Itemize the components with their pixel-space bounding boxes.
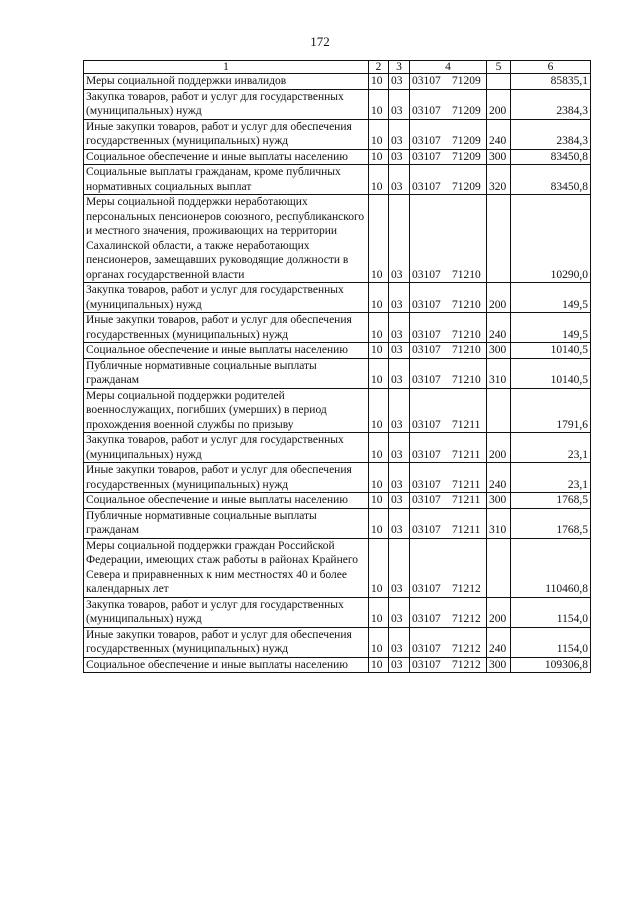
table-row xyxy=(84,463,591,493)
target-article-direction-code: 71209 xyxy=(452,135,481,147)
row-expense-type-cell: 300 xyxy=(487,657,511,673)
row-target-article-cell xyxy=(410,149,487,165)
row-amount-cell: 1154,0 xyxy=(511,627,591,657)
row-expense-type-cell xyxy=(487,538,511,597)
target-article-program-code: 03107 xyxy=(412,150,441,163)
table-row xyxy=(84,89,591,119)
row-name-cell: Публичные нормативные социальные выплаты гражданам xyxy=(84,508,369,538)
row-section-cell: 10 xyxy=(369,433,389,463)
table-row xyxy=(84,657,591,673)
row-name-cell: Меры социальной поддержки инвалидов xyxy=(84,74,369,90)
row-subsection-cell: 03 xyxy=(389,89,410,119)
row-section-cell: 10 xyxy=(369,89,389,119)
row-target-article-cell xyxy=(410,119,487,149)
row-subsection-cell: 03 xyxy=(389,119,410,149)
page-number: 172 xyxy=(310,34,330,49)
target-article-program-code: 03107 xyxy=(412,478,441,491)
row-name-cell: Публичные нормативные социальные выплаты гражданам xyxy=(84,358,369,388)
row-amount-cell: 83450,8 xyxy=(511,165,591,195)
row-amount-cell: 10140,5 xyxy=(511,343,591,359)
row-section-cell: 10 xyxy=(369,463,389,493)
row-expense-type-cell: 300 xyxy=(487,343,511,359)
target-article-program-code: 03107 xyxy=(412,344,441,356)
row-target-article-cell xyxy=(410,313,487,343)
column-header: 1 xyxy=(84,61,369,74)
row-subsection-cell: 03 xyxy=(389,433,410,463)
row-target-article-cell xyxy=(410,657,487,673)
row-subsection-cell: 03 xyxy=(389,538,410,597)
row-target-article-cell xyxy=(410,388,487,433)
row-section-cell: 10 xyxy=(369,538,389,597)
row-section-cell: 10 xyxy=(369,358,389,388)
table-row xyxy=(84,149,591,165)
row-subsection-cell: 03 xyxy=(389,358,410,388)
target-article-direction-code: 71210 xyxy=(452,344,481,356)
column-header: 5 xyxy=(487,61,511,74)
row-subsection-cell: 03 xyxy=(389,388,410,433)
row-section-cell: 10 xyxy=(369,74,389,90)
row-section-cell: 10 xyxy=(369,388,389,433)
row-expense-type-cell xyxy=(487,195,511,283)
target-article-program-code: 03107 xyxy=(412,268,441,281)
row-expense-type-cell: 310 xyxy=(487,358,511,388)
row-subsection-cell: 03 xyxy=(389,657,410,673)
row-target-article-cell xyxy=(410,358,487,388)
target-article-program-code: 03107 xyxy=(412,105,441,117)
row-section-cell: 10 xyxy=(369,119,389,149)
row-expense-type-cell: 240 xyxy=(487,627,511,657)
row-expense-type-cell: 200 xyxy=(487,89,511,119)
row-subsection-cell: 03 xyxy=(389,283,410,313)
table-row xyxy=(84,433,591,463)
row-name-cell: Закупка товаров, работ и услуг для государственных (муниципальных) нужд xyxy=(84,283,369,313)
row-subsection-cell: 03 xyxy=(389,508,410,538)
target-article-direction-code: 71212 xyxy=(452,583,481,595)
target-article-program-code: 03107 xyxy=(412,374,441,386)
table-row xyxy=(84,358,591,388)
row-name-cell: Иные закупки товаров, работ и услуг для обеспечения государственных (муниципальных) нужд xyxy=(84,313,369,343)
table-header-row xyxy=(84,61,591,74)
row-name-cell: Меры социальной поддержки граждан Российской Федерации, имеющих стаж работы в районах Крайнего Севера и приравненных к ним местностях 40 и более календарных лет xyxy=(84,538,369,597)
target-article-direction-code: 71209 xyxy=(452,150,481,163)
target-article-direction-code: 71211 xyxy=(452,418,481,431)
row-name-cell: Социальное обеспечение и иные выплаты населению xyxy=(84,657,369,673)
row-target-article-cell xyxy=(410,433,487,463)
table-row xyxy=(84,313,591,343)
target-article-direction-code: 71211 xyxy=(452,478,481,491)
row-amount-cell: 1768,5 xyxy=(511,493,591,509)
row-name-cell: Социальное обеспечение и иные выплаты населению xyxy=(84,343,369,359)
row-section-cell: 10 xyxy=(369,627,389,657)
row-name-cell: Социальное обеспечение и иные выплаты населению xyxy=(84,493,369,509)
row-section-cell: 10 xyxy=(369,508,389,538)
target-article-program-code: 03107 xyxy=(412,643,441,655)
row-amount-cell: 2384,3 xyxy=(511,89,591,119)
row-subsection-cell: 03 xyxy=(389,165,410,195)
row-amount-cell: 1154,0 xyxy=(511,597,591,627)
row-section-cell: 10 xyxy=(369,657,389,673)
row-expense-type-cell: 300 xyxy=(487,149,511,165)
row-name-cell: Иные закупки товаров, работ и услуг для обеспечения государственных (муниципальных) нужд xyxy=(84,119,369,149)
row-target-article-cell xyxy=(410,597,487,627)
target-article-program-code: 03107 xyxy=(412,135,441,147)
table-row xyxy=(84,343,591,359)
row-expense-type-cell: 240 xyxy=(487,119,511,149)
table-row xyxy=(84,388,591,433)
row-subsection-cell: 03 xyxy=(389,313,410,343)
row-target-article-cell xyxy=(410,627,487,657)
row-subsection-cell: 03 xyxy=(389,627,410,657)
target-article-direction-code: 71211 xyxy=(452,524,481,536)
row-amount-cell: 83450,8 xyxy=(511,149,591,165)
row-section-cell: 10 xyxy=(369,343,389,359)
target-article-direction-code: 71210 xyxy=(452,328,481,341)
table-row xyxy=(84,74,591,90)
target-article-direction-code: 71212 xyxy=(452,658,481,671)
table-row xyxy=(84,538,591,597)
row-section-cell: 10 xyxy=(369,313,389,343)
target-article-program-code: 03107 xyxy=(412,658,441,671)
target-article-program-code: 03107 xyxy=(412,494,441,506)
row-expense-type-cell: 200 xyxy=(487,597,511,627)
target-article-program-code: 03107 xyxy=(412,524,441,536)
table-row xyxy=(84,493,591,509)
row-target-article-cell xyxy=(410,74,487,90)
row-expense-type-cell xyxy=(487,74,511,90)
row-amount-cell: 1768,5 xyxy=(511,508,591,538)
row-amount-cell: 149,5 xyxy=(511,313,591,343)
target-article-direction-code: 71212 xyxy=(452,613,481,625)
target-article-direction-code: 71210 xyxy=(452,374,481,386)
row-name-cell: Социальные выплаты гражданам, кроме публичных нормативных социальных выплат xyxy=(84,165,369,195)
row-expense-type-cell: 320 xyxy=(487,165,511,195)
row-name-cell: Закупка товаров, работ и услуг для государственных (муниципальных) нужд xyxy=(84,89,369,119)
table-row xyxy=(84,283,591,313)
row-name-cell: Социальное обеспечение и иные выплаты населению xyxy=(84,149,369,165)
row-expense-type-cell: 200 xyxy=(487,433,511,463)
row-amount-cell: 2384,3 xyxy=(511,119,591,149)
row-name-cell: Закупка товаров, работ и услуг для государственных (муниципальных) нужд xyxy=(84,597,369,627)
target-article-direction-code: 71209 xyxy=(452,180,481,193)
row-amount-cell: 10140,5 xyxy=(511,358,591,388)
row-target-article-cell xyxy=(410,343,487,359)
row-target-article-cell xyxy=(410,463,487,493)
row-amount-cell: 149,5 xyxy=(511,283,591,313)
row-name-cell: Иные закупки товаров, работ и услуг для обеспечения государственных (муниципальных) нужд xyxy=(84,463,369,493)
row-subsection-cell: 03 xyxy=(389,597,410,627)
row-name-cell: Меры социальной поддержки родителей военнослужащих, погибших (умерших) в период прохождения военной службы по призыву xyxy=(84,388,369,433)
target-article-direction-code: 71210 xyxy=(452,268,481,281)
target-article-program-code: 03107 xyxy=(412,418,441,431)
target-article-direction-code: 71210 xyxy=(452,298,481,311)
target-article-program-code: 03107 xyxy=(412,328,441,341)
row-expense-type-cell: 310 xyxy=(487,508,511,538)
target-article-direction-code: 71211 xyxy=(452,448,481,461)
row-section-cell: 10 xyxy=(369,597,389,627)
table-row xyxy=(84,119,591,149)
row-amount-cell: 110460,8 xyxy=(511,538,591,597)
table-row xyxy=(84,165,591,195)
row-amount-cell: 10290,0 xyxy=(511,195,591,283)
row-amount-cell: 85835,1 xyxy=(511,74,591,90)
target-article-program-code: 03107 xyxy=(412,613,441,625)
column-header: 3 xyxy=(389,61,410,74)
row-target-article-cell xyxy=(410,165,487,195)
row-target-article-cell xyxy=(410,283,487,313)
row-expense-type-cell: 240 xyxy=(487,463,511,493)
target-article-direction-code: 71212 xyxy=(452,643,481,655)
row-section-cell: 10 xyxy=(369,165,389,195)
row-expense-type-cell: 200 xyxy=(487,283,511,313)
row-name-cell: Меры социальной поддержки неработающих персональных пенсионеров союзного, республиканского и местного значения, проживающих на территории Сахалинской области, а также неработающих пенсионеров, замещавших руководящие должности в органах государственной власти xyxy=(84,195,369,283)
row-subsection-cell: 03 xyxy=(389,463,410,493)
table-row xyxy=(84,195,591,283)
row-section-cell: 10 xyxy=(369,283,389,313)
row-target-article-cell xyxy=(410,538,487,597)
row-target-article-cell xyxy=(410,493,487,509)
row-amount-cell: 23,1 xyxy=(511,463,591,493)
row-section-cell: 10 xyxy=(369,195,389,283)
row-amount-cell: 23,1 xyxy=(511,433,591,463)
row-target-article-cell xyxy=(410,195,487,283)
target-article-program-code: 03107 xyxy=(412,180,441,193)
target-article-direction-code: 71209 xyxy=(452,75,481,87)
table-row xyxy=(84,597,591,627)
row-subsection-cell: 03 xyxy=(389,493,410,509)
row-amount-cell: 109306,8 xyxy=(511,657,591,673)
row-section-cell: 10 xyxy=(369,493,389,509)
column-header: 4 xyxy=(410,61,487,74)
table-row xyxy=(84,627,591,657)
target-article-program-code: 03107 xyxy=(412,298,441,311)
row-subsection-cell: 03 xyxy=(389,195,410,283)
target-article-program-code: 03107 xyxy=(412,448,441,461)
target-article-program-code: 03107 xyxy=(412,583,441,595)
row-expense-type-cell: 240 xyxy=(487,313,511,343)
column-header: 6 xyxy=(511,61,591,74)
target-article-direction-code: 71211 xyxy=(452,494,481,506)
row-target-article-cell xyxy=(410,508,487,538)
row-name-cell: Закупка товаров, работ и услуг для государственных (муниципальных) нужд xyxy=(84,433,369,463)
target-article-direction-code: 71209 xyxy=(452,105,481,117)
row-expense-type-cell xyxy=(487,388,511,433)
budget-table xyxy=(83,60,591,673)
row-subsection-cell: 03 xyxy=(389,149,410,165)
row-name-cell: Иные закупки товаров, работ и услуг для обеспечения государственных (муниципальных) нужд xyxy=(84,627,369,657)
table-row xyxy=(84,508,591,538)
row-expense-type-cell: 300 xyxy=(487,493,511,509)
row-section-cell: 10 xyxy=(369,149,389,165)
row-amount-cell: 1791,6 xyxy=(511,388,591,433)
column-header: 2 xyxy=(369,61,389,74)
target-article-program-code: 03107 xyxy=(412,75,441,87)
row-target-article-cell xyxy=(410,89,487,119)
row-subsection-cell: 03 xyxy=(389,74,410,90)
row-subsection-cell: 03 xyxy=(389,343,410,359)
